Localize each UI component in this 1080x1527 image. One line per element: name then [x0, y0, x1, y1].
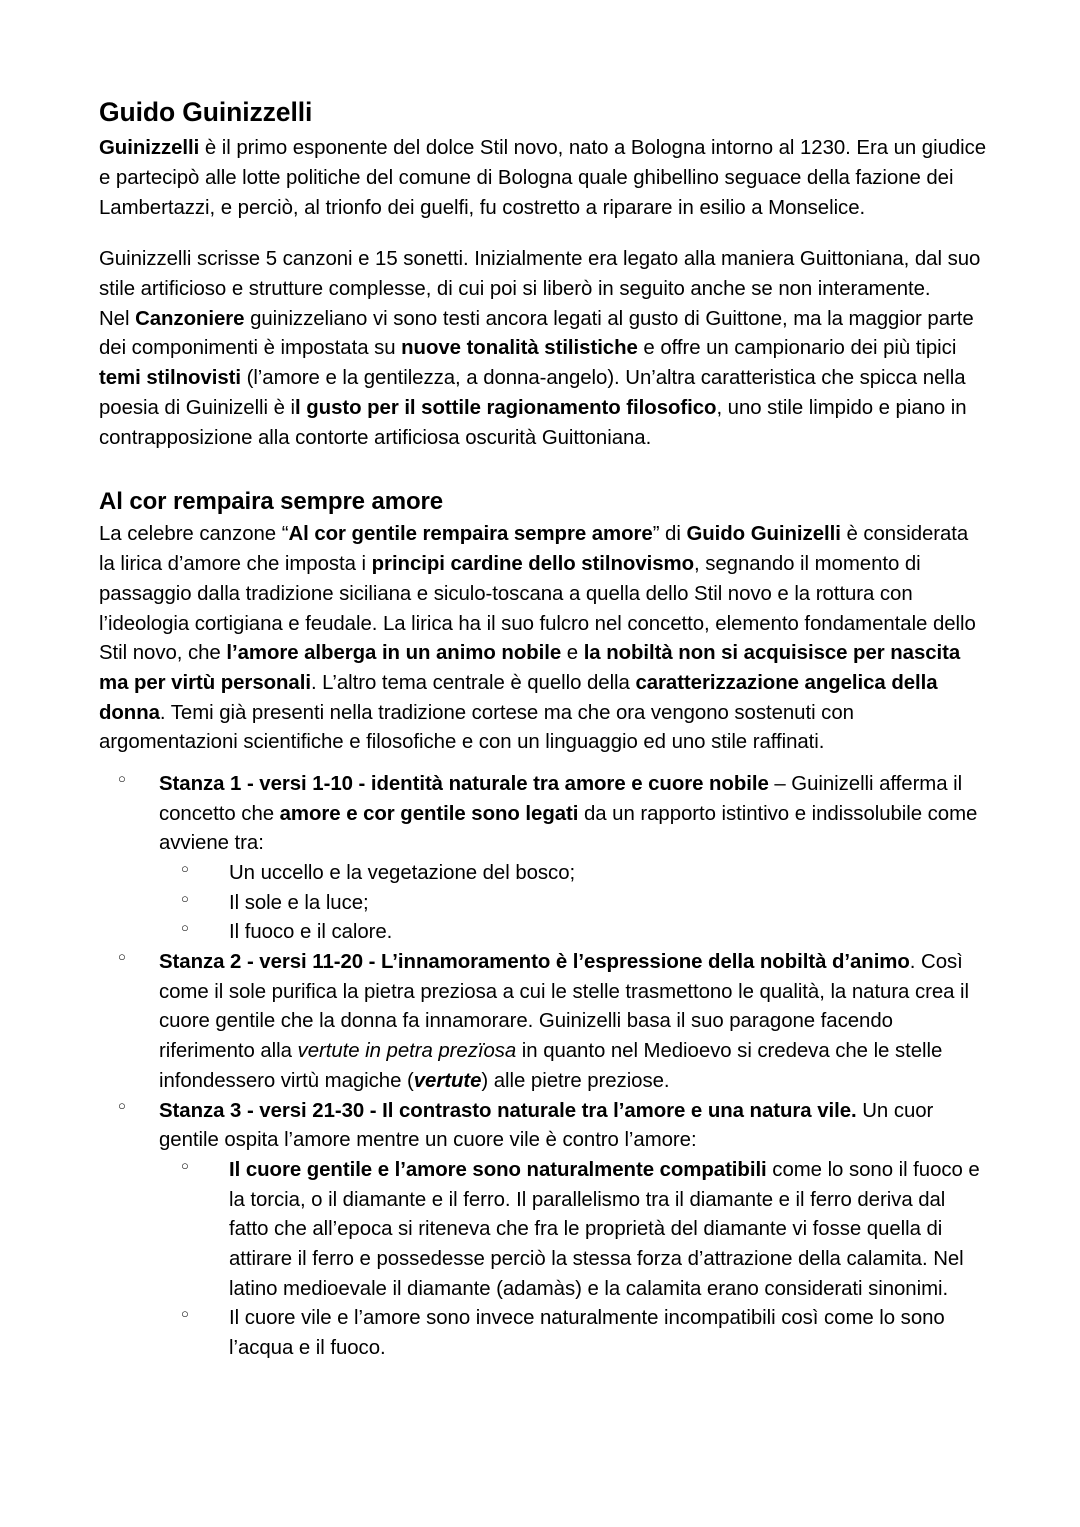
- list-item: [159, 889, 989, 919]
- stanza-2-bolditalic-vertute: vertute: [413, 1069, 482, 1092]
- stanza-list: [99, 770, 989, 1364]
- sublist-text: Un uccello e la vegetazione del bosco;: [229, 862, 576, 885]
- s2-bold-principi: principi cardine dello stilnovismo: [371, 553, 695, 576]
- circle-bullet-icon: [118, 1097, 126, 1116]
- stanza-1-bold-legati: amore e cor gentile sono legati: [279, 802, 579, 825]
- sublist-text: Il cuore vile e l’amore sono invece naturalmente incompatibili così come lo sono l’acqua e il fuoco.: [229, 1307, 945, 1360]
- list-item-stanza-1: [99, 770, 989, 948]
- s2-text-2: ” di: [652, 523, 687, 546]
- p3-text-5: , uno stile limpido e piano in contrapposizione alla contorte artificiosa oscurità Guittoniana.: [99, 396, 967, 449]
- page-title: Guido Guinizzelli: [99, 97, 313, 127]
- paragraph-al-cor: [99, 520, 989, 758]
- s2-text-4: , segnando il momento di passaggio dalla tradizione siciliana e siculo-toscana a quella dello Stil novo e la rottura con l’ideologia cortigiana e feudale. La lirica ha il suo fulcro nel concetto, elemento fondamentale dello Stil novo, che: [99, 553, 976, 665]
- p3-text-3: e offre un campionario dei più tipici: [637, 337, 957, 360]
- stanza-1-title: Stanza 1 - versi 1-10 - identità naturale tra amore e cuore nobile: [159, 772, 769, 795]
- stanza-1-sublist: [159, 859, 989, 948]
- circle-bullet-icon: [118, 770, 126, 789]
- s2-bold-amore-alberga: l’amore alberga in un animo nobile: [226, 642, 562, 665]
- list-item: [159, 1304, 989, 1363]
- stanza-1-text-2: da un rapporto istintivo e indissolubile come avviene tra:: [159, 802, 978, 855]
- s2-bold-canzone-title: Al cor gentile rempaira sempre amore: [288, 523, 653, 546]
- s2-bold-nobilta: la nobiltà non si acquisisce per nascita ma per virtù personali: [99, 642, 961, 694]
- s2-bold-caratterizzazione: caratterizzazione angelica della donna: [99, 671, 938, 724]
- stanza-2-text-3: ) alle pietre preziose.: [481, 1069, 670, 1092]
- circle-bullet-icon: [181, 860, 189, 879]
- p3-bold-gusto: l gusto per il sottile ragionamento filosofico: [295, 396, 717, 419]
- p3-text-4: (l’amore e la gentilezza, a donna-angelo). Un’altra caratteristica che spicca nella poesia di Guinizelli è i: [99, 367, 966, 419]
- intro-lead-bold: Guinizzelli: [99, 137, 200, 160]
- paragraph-spacer: [99, 223, 989, 245]
- circle-bullet-icon: [181, 890, 189, 909]
- document-body: [99, 96, 989, 1364]
- circle-bullet-icon: [181, 1157, 189, 1176]
- stanza-2-title: Stanza 2 - versi 11-20 - L’innamoramento è l’espressione della nobiltà d’animo: [159, 951, 910, 974]
- sublist-text: Il fuoco e il calore.: [229, 921, 393, 944]
- p3-text-1: Nel: [99, 307, 136, 330]
- paragraph-canzoni: Guinizzelli scrisse 5 canzoni e 15 sonetti. Inizialmente era legato alla maniera Guittoniana, dal suo stile artificioso e strutture complesse, di cui poi si liberò in seguito anche se non interamente.: [99, 248, 981, 301]
- stanza-1-text-1: – Guinizelli afferma il concetto che: [159, 772, 963, 825]
- circle-bullet-icon: [118, 948, 126, 967]
- list-item: [159, 859, 989, 889]
- sublist-text: Il sole e la luce;: [229, 891, 369, 914]
- sublist-bold: Il cuore gentile e l’amore sono naturalmente compatibili: [229, 1158, 767, 1181]
- p3-bold-tonalita: nuove tonalità stilistiche: [401, 337, 638, 360]
- stanza-3-text-1: Un cuor gentile ospita l’amore mentre un cuore vile è contro l’amore:: [159, 1099, 934, 1152]
- s2-text-1: La celebre canzone “: [99, 523, 289, 546]
- list-item: [159, 1156, 989, 1304]
- s2-text-6: . L’altro tema centrale è quello della: [310, 671, 636, 694]
- s2-bold-author: Guido Guinizelli: [686, 523, 841, 546]
- circle-bullet-icon: [181, 919, 189, 938]
- p3-text-2: guinizzeliano vi sono testi ancora legati al gusto di Guittone, ma la maggior parte dei componimenti è impostata su: [99, 307, 974, 360]
- list-item-stanza-2: [99, 948, 989, 1096]
- s2-text-7: . Temi già presenti nella tradizione cortese ma che ora vengono sostenuti con argomentazioni scientifiche e filosofiche e con un linguaggio ed uno stile raffinati.: [99, 701, 854, 754]
- intro-rest: è il primo esponente del dolce Stil novo, nato a Bologna intorno al 1230. Era un giudice e partecipò alle lotte politiche del comune di Bologna quale ghibellino seguace della fazione dei Lambertazzi, e perciò, al trionfo dei guelfi, fu costretto a riparare in esilio a Monselice.: [99, 137, 987, 219]
- circle-bullet-icon: [181, 1305, 189, 1324]
- stanza-2-text-2: in quanto nel Medioevo si credeva che le stelle infondessero virtù magiche (: [159, 1040, 943, 1092]
- stanza-3-sublist: [159, 1156, 989, 1364]
- stanza-3-title: Stanza 3 - versi 21-30 - Il contrasto naturale tra l’amore e una natura vile.: [159, 1099, 857, 1122]
- s2-text-3: è considerata la lirica d’amore che imposta i: [99, 523, 969, 576]
- stanza-2-italic-vertute: vertute in petra prezïosa: [297, 1040, 517, 1063]
- p3-bold-temi: temi stilnovisti: [99, 367, 241, 390]
- section-spacer: [99, 453, 989, 487]
- intro-paragraph: [99, 134, 989, 223]
- stanza-2-text-1: . Così come il sole purifica la pietra preziosa a cui le stelle trasmettono le qualità, la natura crea il cuore gentile che la donna fa innamorare. Guinizelli basa il suo paragone facendo riferimento alla: [159, 951, 969, 1063]
- list-item-stanza-3: [99, 1097, 989, 1364]
- section-heading-al-cor-rempaira: Al cor rempaira sempre amore: [99, 488, 444, 516]
- p3-bold-canzoniere: Canzoniere: [135, 307, 245, 330]
- list-item: [159, 918, 989, 948]
- paragraph-canzoniere: [99, 305, 989, 453]
- sublist-text: come lo sono il fuoco e la torcia, o il diamante e il ferro. Il parallelismo tra il diamante e il ferro deriva dal fatto che all’epoca si riteneva che fra le proprietà del diamante vi fosse quella di attirare il ferro e possedesse perciò la stessa forza d’attrazione della calamita. Nel latino medioevale il diamante (adamàs) e la calamita erano considerati sinonimi.: [229, 1158, 980, 1300]
- s2-text-5: e: [561, 642, 584, 665]
